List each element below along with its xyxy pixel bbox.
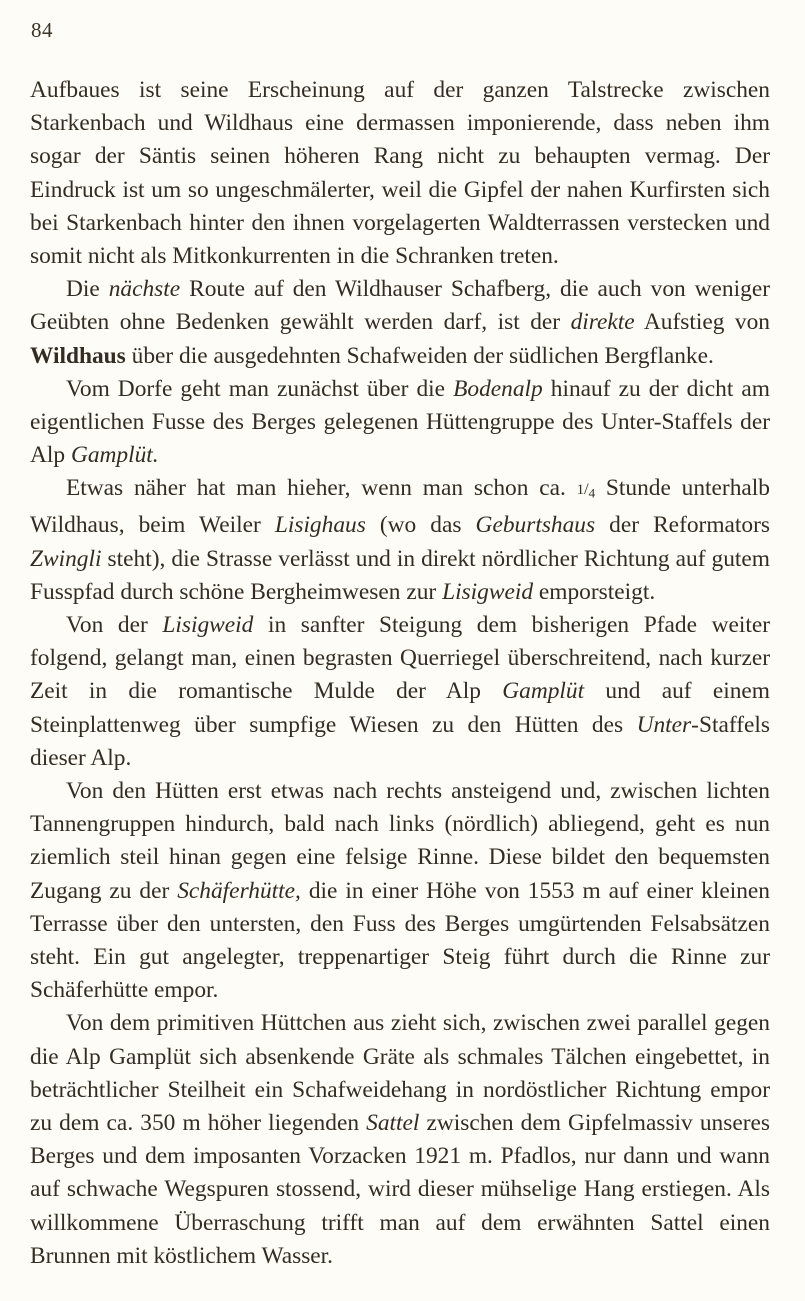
emphasis-text: Zwingli bbox=[30, 545, 102, 572]
text-run: Von dem primitiven Hüttchen aus zieht sich, zwischen zwei parallel gegen die Alp Gamplüt sich absenkende Gräte als schmales Tälchen eingebettet, in beträchtlicher Steilheit ein Schafweidehang in nordöstlicher Richtung empor zu dem ca. 350 m höher liegenden bbox=[30, 1010, 770, 1136]
emphasis-text: direkte bbox=[570, 309, 635, 336]
paragraph-6 bbox=[30, 775, 770, 1007]
paragraph-5 bbox=[30, 609, 770, 775]
text-run: -Staffels dieser Alp. bbox=[30, 711, 770, 771]
text-run: in sanfter Steigung dem bisherigen Pfade weiter folgend, gelangt man, einen begrasten Querriegel überschreitend, nach kurzer Zeit in die romantische Mulde der Alp bbox=[30, 611, 771, 705]
text-run: der Reformators bbox=[595, 512, 771, 539]
text-run: Von den Hütten erst etwas nach rechts ansteigend und, zwischen lichten Tannengruppen hindurch, bald nach links (nördlich) abliegend, geht es nun ziemlich steil hinan gegen eine felsige Rinne. Diese bildet den bequemsten Zugang zu der bbox=[30, 777, 770, 904]
page-body bbox=[30, 74, 775, 1273]
paragraph-7 bbox=[30, 1007, 770, 1273]
fraction-one-quarter: $1/_4$ bbox=[576, 480, 596, 501]
strong-text: Wildhaus bbox=[30, 342, 126, 369]
emphasis-text: Gamplüt bbox=[502, 678, 585, 705]
text-run: hinauf zu der dicht am eigentlichen Fusse des Berges gelegenen Hüttengruppe des Unter-Staffels der Alp bbox=[30, 375, 770, 469]
text-run: Etwas näher hat man hieher, wenn man schon ca. bbox=[66, 475, 577, 502]
emphasis-text: Lisighaus bbox=[274, 512, 366, 539]
emphasis-text: Lisigweid bbox=[162, 611, 254, 638]
emphasis-text: nächste bbox=[108, 276, 181, 303]
paragraph-1 bbox=[30, 74, 770, 273]
text-run: Stunde unterhalb Wildhaus, beim Weiler bbox=[30, 475, 770, 539]
text-run: steht), die Strasse verlässt und in direkt nördlicher Richtung auf gutem Fusspfad durch schöne Bergheimwesen zur bbox=[30, 545, 770, 605]
paragraph-4 bbox=[30, 472, 770, 608]
text-run: Die bbox=[66, 276, 109, 303]
emphasis-text: Geburtshaus bbox=[475, 512, 596, 539]
emphasis-text: Sattel bbox=[366, 1109, 420, 1136]
paragraph-3 bbox=[30, 373, 770, 473]
emphasis-text: Gamplüt. bbox=[70, 442, 159, 469]
text-run: und auf einem Steinplattenweg über sumpfige Wiesen zu den Hütten des bbox=[30, 678, 770, 738]
emphasis-text: Bodenalp bbox=[453, 375, 543, 402]
text-run: Aufstieg von bbox=[634, 309, 771, 336]
paragraph-2 bbox=[30, 273, 770, 373]
text-run: emporsteigt. bbox=[533, 578, 656, 605]
emphasis-text: Lisigweid bbox=[442, 578, 534, 605]
text-run: Vom Dorfe geht man zunächst über die bbox=[66, 375, 454, 402]
text-run: zwischen dem Gipfelmassiv unseres Berges und dem imposanten Vorzacken 1921 m. Pfadlos, nur dann und wann auf schwache Wegspuren stossend, wird dieser mühselige Hang erstiegen. Als willkommene Überraschung trifft man auf dem erwähnten Sattel einen Brunnen mit köstlichem Wasser. bbox=[30, 1109, 770, 1269]
emphasis-text: Unter bbox=[636, 711, 692, 738]
text-run: über die ausgedehnten Schafweiden der südlichen Bergflanke. bbox=[125, 342, 714, 369]
text-run: Von der bbox=[66, 611, 163, 638]
text-run: Aufbaues ist seine Erscheinung auf der ganzen Talstrecke zwischen Starkenbach und Wildhaus eine dermassen imponierende, dass neben ihm sogar der Säntis seinen höheren Rang nicht zu behaupten vermag. Der Eindruck ist um so ungeschmälerter, weil die Gipfel der nahen Kurfirsten sich bei Starkenbach hinter den ihnen vorgelagerten Waldterrassen verstecken und somit nicht als Mitkonkurrenten in die Schranken treten. bbox=[30, 77, 770, 270]
page-number: 84 bbox=[31, 18, 53, 42]
text-run: Route auf den Wildhauser Schafberg, die auch von weniger Geübten ohne Bedenken gewählt werden darf, ist der bbox=[30, 276, 770, 336]
text-run: (wo das bbox=[365, 512, 476, 539]
emphasis-text: Schäferhütte, bbox=[177, 877, 301, 904]
text-run: die in einer Höhe von 1553 m auf einer kleinen Terrasse über den untersten, den Fuss des Berges umgürtenden Felsabsätzen steht. Ein gut angelegter, treppenartiger Steig führt durch die Rinne zur Schäferhütte empor. bbox=[30, 877, 770, 1004]
